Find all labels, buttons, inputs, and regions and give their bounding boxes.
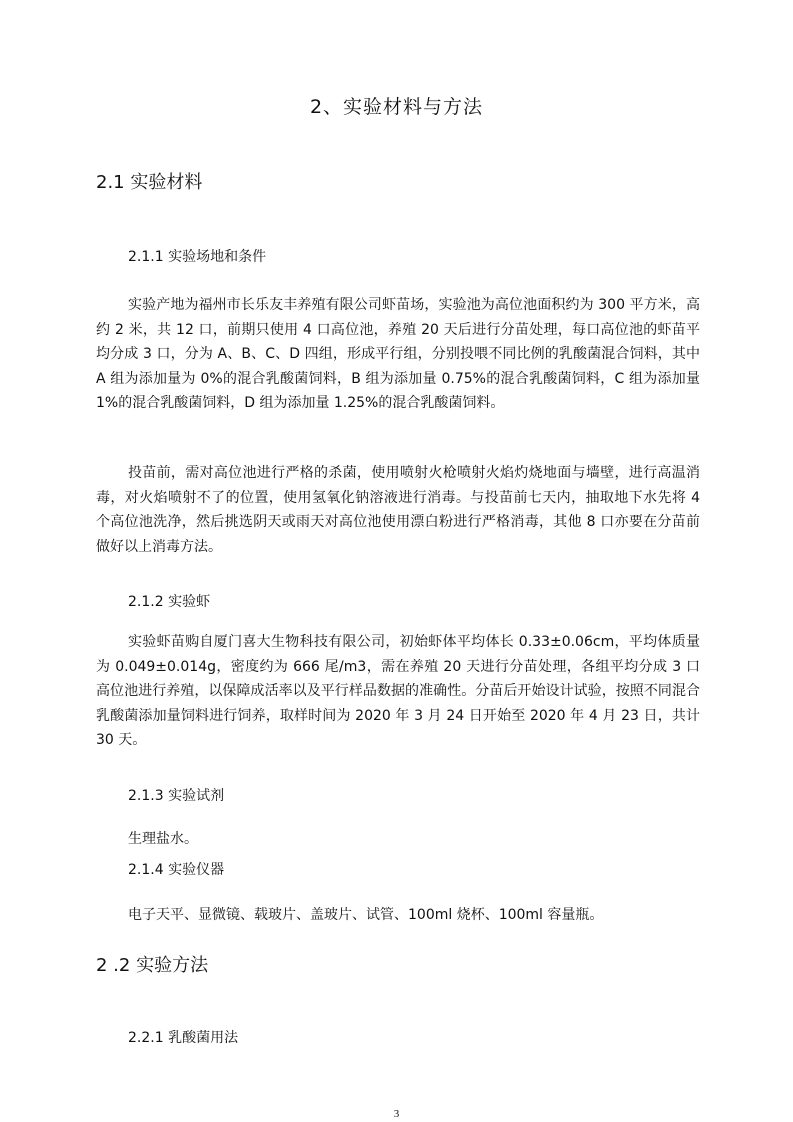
section-heading-2-1: 2.1 实验材料 <box>96 172 203 193</box>
section-heading-2-2: 2 .2 实验方法 <box>96 955 209 976</box>
subsection-heading-2-1-2: 2.1.2 实验虾 <box>128 594 211 610</box>
paragraph-reagents: 生理盐水。 <box>128 831 198 847</box>
paragraph-instruments: 电子天平、显微镜、载玻片、盖玻片、试管、100ml 烧杯、100ml 容量瓶。 <box>128 907 604 923</box>
subsection-heading-2-1-4: 2.1.4 实验仪器 <box>128 862 225 878</box>
paragraph-experiment-site: 实验产地为福州市长乐友丰养殖有限公司虾苗场，实验池为高位池面积约为 300 平方米，高约 2 米，共 12 口，前期只使用 4 口高位池，养殖 20 天后进行分苗处理，每口高位池的虾苗平均分成 3 口，分为 A、B、C、D 四组，形成平行组，分别投喂不同比例的乳酸菌混合饲料，其中 A 组为添加量为 0%的混合乳酸菌饲料，B 组为添加量 0.75%的混合乳酸菌饲料，C 组为添加量 1%的混合乳酸菌饲料，D 组为添加量 1.25%的混合乳酸菌饲料。 <box>96 297 700 411</box>
paragraph-disinfection: 投苗前，需对高位池进行严格的杀菌，使用喷射火枪喷射火焰灼烧地面与墙壁，进行高温消毒，对火焰喷射不了的位置，使用氢氧化钠溶液进行消毒。与投苗前七天内，抽取地下水先将 4 个高位池洗净，然后挑选阴天或雨天对高位池使用漂白粉进行严格消毒，其他 8 口亦要在分苗前做好以上消毒方法。 <box>96 465 700 555</box>
subsection-heading-2-1-1: 2.1.1 实验场地和条件 <box>128 249 267 265</box>
subsection-heading-2-1-3: 2.1.3 实验试剂 <box>128 788 225 804</box>
paragraph-experimental-shrimp: 实验虾苗购自厦门喜大生物科技有限公司，初始虾体平均体长 0.33±0.06cm，平均体质量为 0.049±0.014g，密度约为 666 尾/m3，需在养殖 20 天进行分苗处理，各组平均分成 3 口高位池进行养殖，以保障成活率以及平行样品数据的准确性。分苗后开始设计试验，按照不同混合乳酸菌添加量饲料进行饲养，取样时间为 2020 年 3 月 24 日开始至 2020 年 4 月 23 日，共计 30 天。 <box>96 634 700 748</box>
chapter-title: 2、实验材料与方法 <box>309 96 484 118</box>
subsection-heading-2-2-1: 2.2.1 乳酸菌用法 <box>128 1030 239 1046</box>
page-number: 3 <box>393 1108 400 1120</box>
